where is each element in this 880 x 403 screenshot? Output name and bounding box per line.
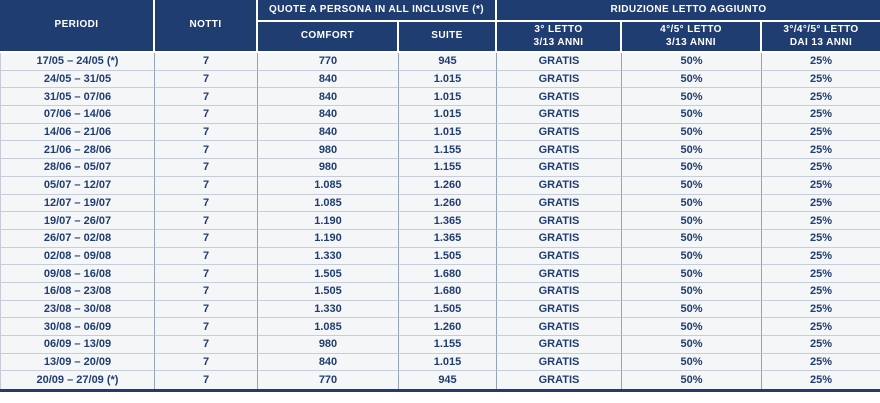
- comfort-price-cell: 1.085: [258, 195, 399, 213]
- header-letto345: [762, 22, 880, 53]
- table-row: [0, 141, 880, 159]
- comfort-price-cell: 840: [258, 106, 399, 124]
- letto3-discount-cell: GRATIS: [497, 177, 622, 195]
- table-row: [0, 265, 880, 283]
- suite-price-cell: 1.365: [399, 230, 497, 248]
- letto45-discount-cell: 50%: [622, 71, 762, 89]
- letto345-discount-cell: 25%: [762, 124, 880, 142]
- notti-cell: 7: [155, 106, 258, 124]
- letto3-discount-cell: GRATIS: [497, 265, 622, 283]
- notti-cell: 7: [155, 265, 258, 283]
- comfort-price-cell: 1.085: [258, 177, 399, 195]
- comfort-price-cell: 1.505: [258, 283, 399, 301]
- letto3-discount-cell: GRATIS: [497, 248, 622, 266]
- table-row: [0, 124, 880, 142]
- letto3-discount-cell: GRATIS: [497, 230, 622, 248]
- notti-cell: 7: [155, 53, 258, 71]
- period-cell: 16/08 – 23/08: [0, 283, 155, 301]
- table-row: [0, 159, 880, 177]
- letto3-discount-cell: GRATIS: [497, 318, 622, 336]
- period-cell: 20/09 – 27/09 (*): [0, 371, 155, 389]
- notti-cell: 7: [155, 124, 258, 142]
- table-row: [0, 283, 880, 301]
- letto3-discount-cell: GRATIS: [497, 212, 622, 230]
- table-row: [0, 248, 880, 266]
- suite-price-cell: 1.155: [399, 159, 497, 177]
- letto3-discount-cell: GRATIS: [497, 53, 622, 71]
- letto345-discount-cell: 25%: [762, 141, 880, 159]
- suite-price-cell: 1.680: [399, 283, 497, 301]
- letto345-discount-cell: 25%: [762, 354, 880, 372]
- notti-cell: 7: [155, 283, 258, 301]
- letto45-discount-cell: 50%: [622, 159, 762, 177]
- period-cell: 06/09 – 13/09: [0, 336, 155, 354]
- header-group-row: [0, 0, 880, 22]
- letto45-discount-cell: 50%: [622, 354, 762, 372]
- comfort-price-cell: 770: [258, 371, 399, 389]
- period-cell: 17/05 – 24/05 (*): [0, 53, 155, 71]
- table-row: [0, 230, 880, 248]
- letto45-discount-cell: 50%: [622, 301, 762, 319]
- letto45-discount-cell: 50%: [622, 177, 762, 195]
- letto3-discount-cell: GRATIS: [497, 283, 622, 301]
- table-row: [0, 53, 880, 71]
- period-cell: 30/08 – 06/09: [0, 318, 155, 336]
- period-cell: 02/08 – 09/08: [0, 248, 155, 266]
- letto45-discount-cell: 50%: [622, 371, 762, 389]
- comfort-price-cell: 770: [258, 53, 399, 71]
- comfort-price-cell: 840: [258, 354, 399, 372]
- header-letto45-line2: 3/13 ANNI: [666, 36, 716, 48]
- comfort-price-cell: 840: [258, 124, 399, 142]
- letto345-discount-cell: 25%: [762, 265, 880, 283]
- letto3-discount-cell: GRATIS: [497, 195, 622, 213]
- table-row: [0, 106, 880, 124]
- letto345-discount-cell: 25%: [762, 230, 880, 248]
- header-group-riduzione: RIDUZIONE LETTO AGGIUNTO: [497, 0, 880, 22]
- comfort-price-cell: 980: [258, 141, 399, 159]
- suite-price-cell: 945: [399, 371, 497, 389]
- letto345-discount-cell: 25%: [762, 283, 880, 301]
- letto3-discount-cell: GRATIS: [497, 106, 622, 124]
- letto3-discount-cell: GRATIS: [497, 301, 622, 319]
- suite-price-cell: 1.015: [399, 88, 497, 106]
- table-row: [0, 195, 880, 213]
- period-cell: 31/05 – 07/06: [0, 88, 155, 106]
- letto345-discount-cell: 25%: [762, 301, 880, 319]
- table-row: [0, 177, 880, 195]
- notti-cell: 7: [155, 141, 258, 159]
- period-cell: 09/08 – 16/08: [0, 265, 155, 283]
- notti-cell: 7: [155, 212, 258, 230]
- suite-price-cell: 1.155: [399, 336, 497, 354]
- table-row: [0, 371, 880, 389]
- suite-price-cell: 1.015: [399, 354, 497, 372]
- letto3-discount-cell: GRATIS: [497, 71, 622, 89]
- notti-cell: 7: [155, 318, 258, 336]
- header-suite: SUITE: [399, 22, 497, 53]
- notti-cell: 7: [155, 159, 258, 177]
- table-header: [0, 0, 880, 53]
- letto3-discount-cell: GRATIS: [497, 88, 622, 106]
- header-letto345-line1: 3°/4°/5° LETTO: [783, 24, 859, 35]
- comfort-price-cell: 980: [258, 159, 399, 177]
- header-letto45: [622, 22, 762, 53]
- letto345-discount-cell: 25%: [762, 318, 880, 336]
- letto345-discount-cell: 25%: [762, 336, 880, 354]
- letto345-discount-cell: 25%: [762, 212, 880, 230]
- letto3-discount-cell: GRATIS: [497, 336, 622, 354]
- period-cell: 12/07 – 19/07: [0, 195, 155, 213]
- header-letto3-line1: 3° LETTO: [534, 24, 583, 35]
- table-row: [0, 336, 880, 354]
- header-letto3-line2: 3/13 ANNI: [533, 36, 584, 48]
- period-cell: 05/07 – 12/07: [0, 177, 155, 195]
- comfort-price-cell: 840: [258, 71, 399, 89]
- letto45-discount-cell: 50%: [622, 88, 762, 106]
- letto45-discount-cell: 50%: [622, 53, 762, 71]
- letto345-discount-cell: 25%: [762, 88, 880, 106]
- letto45-discount-cell: 50%: [622, 336, 762, 354]
- table-row: [0, 301, 880, 319]
- period-cell: 13/09 – 20/09: [0, 354, 155, 372]
- notti-cell: 7: [155, 248, 258, 266]
- suite-price-cell: 1.260: [399, 177, 497, 195]
- table-row: [0, 212, 880, 230]
- letto45-discount-cell: 50%: [622, 283, 762, 301]
- letto3-discount-cell: GRATIS: [497, 124, 622, 142]
- period-cell: 14/06 – 21/06: [0, 124, 155, 142]
- header-notti: NOTTI: [155, 0, 258, 53]
- suite-price-cell: 1.015: [399, 124, 497, 142]
- notti-cell: 7: [155, 354, 258, 372]
- notti-cell: 7: [155, 371, 258, 389]
- suite-price-cell: 1.680: [399, 265, 497, 283]
- letto3-discount-cell: GRATIS: [497, 159, 622, 177]
- letto45-discount-cell: 50%: [622, 106, 762, 124]
- suite-price-cell: 945: [399, 53, 497, 71]
- comfort-price-cell: 1.330: [258, 248, 399, 266]
- comfort-price-cell: 1.190: [258, 230, 399, 248]
- comfort-price-cell: 1.330: [258, 301, 399, 319]
- period-cell: 26/07 – 02/08: [0, 230, 155, 248]
- notti-cell: 7: [155, 177, 258, 195]
- suite-price-cell: 1.015: [399, 106, 497, 124]
- letto45-discount-cell: 50%: [622, 141, 762, 159]
- letto345-discount-cell: 25%: [762, 248, 880, 266]
- letto45-discount-cell: 50%: [622, 212, 762, 230]
- letto45-discount-cell: 50%: [622, 318, 762, 336]
- period-cell: 24/05 – 31/05: [0, 71, 155, 89]
- suite-price-cell: 1.505: [399, 248, 497, 266]
- table-body: [0, 53, 880, 389]
- period-cell: 07/06 – 14/06: [0, 106, 155, 124]
- header-letto345-line2: DAI 13 ANNI: [789, 36, 853, 48]
- letto3-discount-cell: GRATIS: [497, 354, 622, 372]
- notti-cell: 7: [155, 301, 258, 319]
- letto45-discount-cell: 50%: [622, 195, 762, 213]
- suite-price-cell: 1.015: [399, 71, 497, 89]
- suite-price-cell: 1.260: [399, 195, 497, 213]
- letto345-discount-cell: 25%: [762, 106, 880, 124]
- notti-cell: 7: [155, 230, 258, 248]
- period-cell: 28/06 – 05/07: [0, 159, 155, 177]
- comfort-price-cell: 840: [258, 88, 399, 106]
- table-row: [0, 354, 880, 372]
- notti-cell: 7: [155, 71, 258, 89]
- letto45-discount-cell: 50%: [622, 230, 762, 248]
- letto345-discount-cell: 25%: [762, 71, 880, 89]
- notti-cell: 7: [155, 195, 258, 213]
- notti-cell: 7: [155, 336, 258, 354]
- letto345-discount-cell: 25%: [762, 195, 880, 213]
- letto45-discount-cell: 50%: [622, 248, 762, 266]
- period-cell: 21/06 – 28/06: [0, 141, 155, 159]
- notti-cell: 7: [155, 88, 258, 106]
- period-cell: 23/08 – 30/08: [0, 301, 155, 319]
- comfort-price-cell: 1.190: [258, 212, 399, 230]
- table-row: [0, 318, 880, 336]
- suite-price-cell: 1.505: [399, 301, 497, 319]
- letto45-discount-cell: 50%: [622, 124, 762, 142]
- comfort-price-cell: 980: [258, 336, 399, 354]
- suite-price-cell: 1.260: [399, 318, 497, 336]
- header-comfort: COMFORT: [258, 22, 399, 53]
- comfort-price-cell: 1.085: [258, 318, 399, 336]
- letto345-discount-cell: 25%: [762, 371, 880, 389]
- table-row: [0, 88, 880, 106]
- header-letto3: [497, 22, 622, 53]
- comfort-price-cell: 1.505: [258, 265, 399, 283]
- suite-price-cell: 1.365: [399, 212, 497, 230]
- suite-price-cell: 1.155: [399, 141, 497, 159]
- header-letto45-line1: 4°/5° LETTO: [660, 24, 722, 35]
- table-row: [0, 71, 880, 89]
- letto3-discount-cell: GRATIS: [497, 141, 622, 159]
- header-group-quote: QUOTE A PERSONA IN ALL INCLUSIVE (*): [258, 0, 497, 22]
- letto345-discount-cell: 25%: [762, 177, 880, 195]
- letto345-discount-cell: 25%: [762, 159, 880, 177]
- letto3-discount-cell: GRATIS: [497, 371, 622, 389]
- header-periodi: PERIODI: [0, 0, 155, 53]
- letto45-discount-cell: 50%: [622, 265, 762, 283]
- letto345-discount-cell: 25%: [762, 53, 880, 71]
- period-cell: 19/07 – 26/07: [0, 212, 155, 230]
